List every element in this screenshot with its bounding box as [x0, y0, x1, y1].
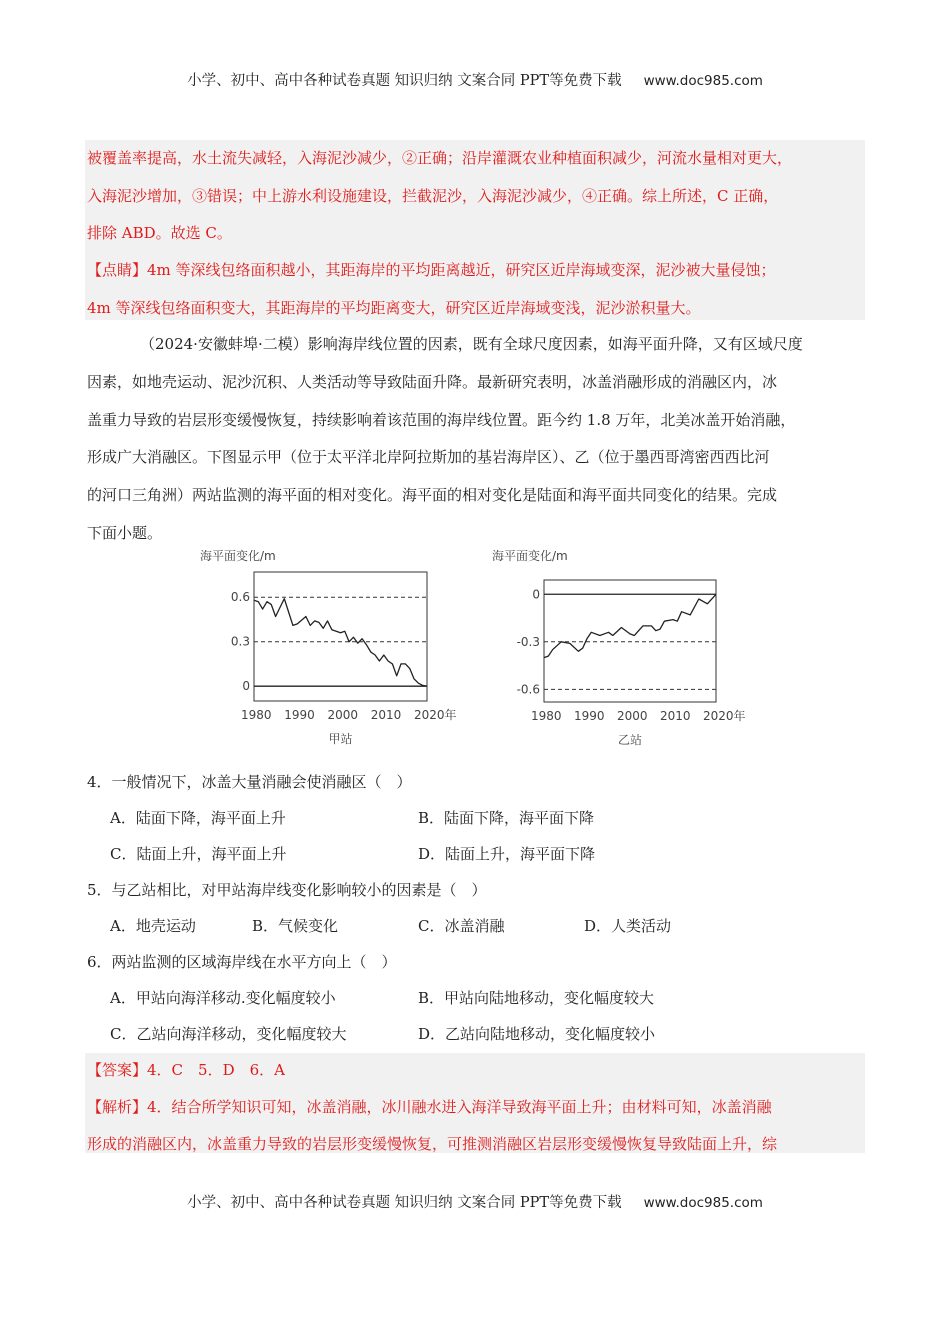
plot-frame	[544, 580, 716, 702]
chart-title: 甲站	[328, 732, 353, 746]
analysis-line: 形成的消融区内，冰盖重力导致的岩层形变缓慢恢复，可推测消融区岩层形变缓慢恢复导致陆面上升，综	[87, 1135, 778, 1153]
answer-text: 4．C 5．D 6．A	[147, 1061, 285, 1079]
tip-tag: 【点睛】	[87, 261, 148, 279]
y-tick-label: 0.3	[230, 634, 250, 649]
tip-text: 4m 等深线包络面积越小，其距海岸的平均距离越近，研究区近岸海域变深，泥沙被大量侵蚀；	[147, 261, 776, 279]
material-line: 形成广大消融区。下图显示甲（位于太平洋北岸阿拉斯加的基岩海岸区）、乙（位于墨西哥湾密西西比河	[87, 448, 770, 466]
series-line	[254, 599, 427, 687]
tip-line: 4m 等深线包络面积变大，其距海岸的平均距离变大，研究区近岸海域变浅，泥沙淤积量大。	[87, 299, 701, 317]
series-line	[544, 594, 716, 657]
y-axis-label: 海平面变化/m	[492, 549, 568, 563]
material-line: 因素，如地壳运动、泥沙沉积、人类活动等导致陆面升降。最新研究表明，冰盖消融形成的消融区内，冰	[87, 373, 778, 391]
x-tick-label: 2000	[617, 709, 648, 723]
page-header	[0, 69, 950, 90]
question-5-stem: 5．与乙站相比，对甲站海岸线变化影响较小的因素是（ ）	[87, 881, 487, 899]
sea-level-charts	[0, 548, 950, 748]
y-tick-label: 0	[242, 679, 250, 694]
option-4d[interactable]: D．陆面上升，海平面下降	[418, 845, 596, 863]
option-5b[interactable]: B．气候变化	[252, 917, 339, 935]
answer-tag: 【答案】	[87, 1061, 148, 1079]
analysis-line	[87, 1096, 772, 1117]
analysis-line: 排除 ABD。故选 C。	[87, 224, 232, 242]
option-5c[interactable]: C．冰盖消融	[418, 917, 505, 935]
y-tick-label: -0.3	[516, 634, 540, 649]
option-5d[interactable]: D．人类活动	[584, 917, 672, 935]
x-tick-label: 1980	[241, 708, 272, 722]
option-4a[interactable]: A．陆面下降，海平面上升	[110, 809, 286, 827]
option-6b[interactable]: B．甲站向陆地移动，变化幅度较大	[418, 989, 655, 1007]
footer-text: 小学、初中、高中各种试卷真题 知识归纳 文案合同 PPT等免费下载	[187, 1195, 622, 1211]
option-4b[interactable]: B．陆面下降，海平面下降	[418, 809, 595, 827]
material-line: 盖重力导致的岩层形变缓慢恢复，持续影响着该范围的海岸线位置。距今约 1.8 万年，北美冰盖开始消融，	[87, 411, 796, 429]
analysis-line: 被覆盖率提高，水土流失减轻，入海泥沙减少，②正确；沿岸灌溉农业种植面积减少，河流水量相对更大，	[87, 149, 793, 167]
material-line: （2024·安徽蚌埠·二模）影响海岸线位置的因素，既有全球尺度因素，如海平面升降，又有区域尺度	[140, 335, 803, 353]
option-4c[interactable]: C．陆面上升，海平面上升	[110, 845, 287, 863]
option-5a[interactable]: A．地壳运动	[110, 917, 196, 935]
question-6-stem: 6．两站监测的区域海岸线在水平方向上（ ）	[87, 953, 397, 971]
option-6c[interactable]: C．乙站向海洋移动，变化幅度较大	[110, 1025, 347, 1043]
option-6d[interactable]: D．乙站向陆地移动，变化幅度较小	[418, 1025, 656, 1043]
tip-line	[87, 259, 776, 280]
x-tick-label: 2020年	[703, 709, 746, 723]
x-tick-label: 2020年	[414, 708, 457, 722]
x-tick-label: 1980	[531, 709, 562, 723]
answer-line	[87, 1059, 285, 1080]
option-6a[interactable]: A．甲站向海洋移动.变化幅度较小	[110, 989, 336, 1007]
x-tick-label: 1990	[284, 708, 315, 722]
page-footer	[0, 1191, 950, 1212]
footer-link[interactable]: www.doc985.com	[643, 1195, 763, 1211]
header-text: 小学、初中、高中各种试卷真题 知识归纳 文案合同 PPT等免费下载	[187, 73, 622, 89]
analysis-line: 入海泥沙增加，③错误；中上游水利设施建设，拦截泥沙，入海泥沙减少，④正确。综上所述，C 正确，	[87, 187, 779, 205]
x-tick-label: 2010	[660, 709, 691, 723]
analysis-tag: 【解析】	[87, 1098, 148, 1116]
y-tick-label: 0	[532, 587, 540, 602]
y-axis-label: 海平面变化/m	[200, 549, 276, 563]
x-tick-label: 1990	[574, 709, 605, 723]
material-line: 的河口三角洲）两站监测的海平面的相对变化。海平面的相对变化是陆面和海平面共同变化的结果。完成	[87, 486, 778, 504]
chart-title: 乙站	[618, 733, 643, 747]
y-tick-label: 0.6	[230, 590, 250, 605]
x-tick-label: 2000	[327, 708, 359, 722]
header-link[interactable]: www.doc985.com	[643, 73, 763, 89]
material-line: 下面小题。	[87, 524, 163, 542]
plot-frame	[254, 572, 427, 701]
y-tick-label: -0.6	[516, 682, 540, 697]
analysis-text: 4．结合所学知识可知，冰盖消融，冰川融水进入海洋导致海平面上升；由材料可知，冰盖消融	[147, 1098, 772, 1116]
question-4-stem: 4．一般情况下，冰盖大量消融会使消融区（ ）	[87, 773, 412, 791]
x-tick-label: 2010	[370, 708, 402, 722]
